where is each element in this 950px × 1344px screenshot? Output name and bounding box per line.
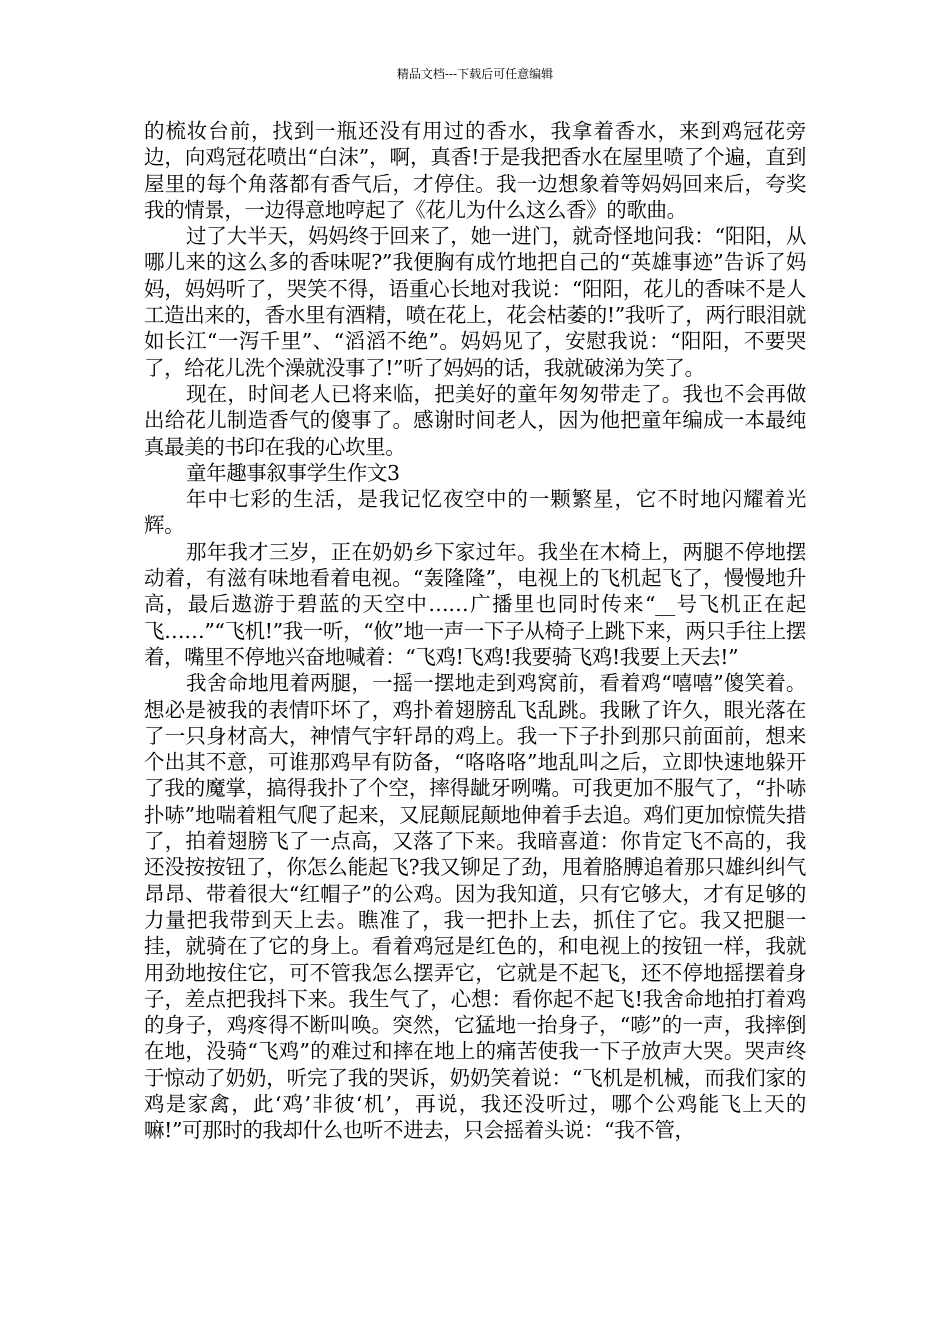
paragraph-intro: 年中七彩的生活，是我记忆夜空中的一颗繁星，它不时地闪耀着光辉。: [144, 487, 806, 538]
paragraph-chasing-chicken: 我舍命地甩着两腿，一摇一摆地走到鸡窝前，看着鸡“嘻嘻”傻笑着。想必是被我的表情吓坏了，鸡扑着翅膀乱飞乱跳。我瞅了许久，眼光落在了一只身材高大，神情气宇轩昂的鸡上。我一下子扑到那只前面前，想来个出其不意，可谁那鸡早有防备，“咯咯咯”地乱叫之后，立即快速地躲开了我的魔掌，搞得我扑了个空，摔得龇牙咧嘴。可我更加不服气了，“扑哧扑哧”地喘着粗气爬了起来，又屁颠屁颠地伸着手去追。鸡们更加惊慌失措了，拍着翅膀飞了一点高，又落了下来。我暗喜道：你肯定飞不高的，我还没按按钮了，你怎么能起飞?我又铆足了劲，甩着胳膊追着那只雄纠纠气昂昂、带着很大“红帽子”的公鸡。因为我知道，只有它够大，才有足够的力量把我带到天上去。瞧准了，我一把扑上去，抓住了它。我又把腿一挂，就骑在了它的身上。看着鸡冠是红色的，和电视上的按钮一样，我就用劲地按住它，可不管我怎么摆弄它，它就是不起飞，还不停地摇摆着身子，差点把我抖下来。我生气了，心想：看你起不起飞!我舍命地拍打着鸡的身子，鸡疼得不断叫唤。突然，它猛地一抬身子，“嘭”的一声，我摔倒在地，没骑“飞鸡”的难过和摔在地上的痛苦使我一下子放声大哭。哭声终于惊动了奶奶，听完了我的哭诉，奶奶笑着说：“飞机是机械，而我们家的鸡是家禽，此‘鸡’非彼‘机’，再说，我还没听过，哪个公鸡能飞上天的嘛!”可那时的我却什么也听不进去，只会摇着头说：“我不管，: [144, 671, 806, 1143]
page-header: 精品文档---下载后可任意编辑: [396, 67, 554, 81]
paragraph-mother-returns: 过了大半天，妈妈终于回来了，她一进门，就奇怪地问我：“阳阳，从哪儿来的这么多的香味呢?”我便胸有成竹地把自己的“英雄事迹”告诉了妈妈，妈妈听了，哭笑不得，语重心长地对我说：“阳阳，花儿的香味不是人工造出来的，香水里有酒精，喷在花上，花会枯萎的!”我听了，两行眼泪就如长江“一泻千里”、“滔滔不绝”。妈妈见了，安慰我说：“阳阳，不要哭了，给花儿洗个澡就没事了!”听了妈妈的话，我就破涕为笑了。: [144, 224, 806, 380]
document-body: [144, 118, 806, 1144]
paragraph-tv-airplane: 那年我才三岁，正在奶奶乡下家过年。我坐在木椅上，两腿不停地摆动着，有滋有味地看着电视。“轰隆隆”，电视上的飞机起飞了，慢慢地升高，最后遨游于碧蓝的天空中……广播里也同时传来“__号飞机正在起飞……”“飞机!”我一听，“攸”地一声一下子从椅子上跳下来，两只手往上摆着，嘴里不停地兴奋地喊着：“飞鸡!飞鸡!我要骑飞鸡!我要上天去!”: [144, 539, 806, 669]
paragraph-time-passes: 现在，时间老人已将来临，把美好的童年匆匆带走了。我也不会再做出给花儿制造香气的傻事了。感谢时间老人，因为他把童年编成一本最纯真最美的书印在我的心坎里。: [144, 381, 806, 459]
paragraph-continued: 的梳妆台前，找到一瓶还没有用过的香水，我拿着香水，来到鸡冠花旁边，向鸡冠花喷出“白沫”，啊，真香!于是我把香水在屋里喷了个遍，直到屋里的每个角落都有香气后，才停住。我一边想象着等妈妈回来后，夸奖我的情景，一边得意地哼起了《花儿为什么这么香》的歌曲。: [144, 119, 806, 222]
essay-heading: 童年趣事叙事学生作文3: [186, 460, 400, 485]
